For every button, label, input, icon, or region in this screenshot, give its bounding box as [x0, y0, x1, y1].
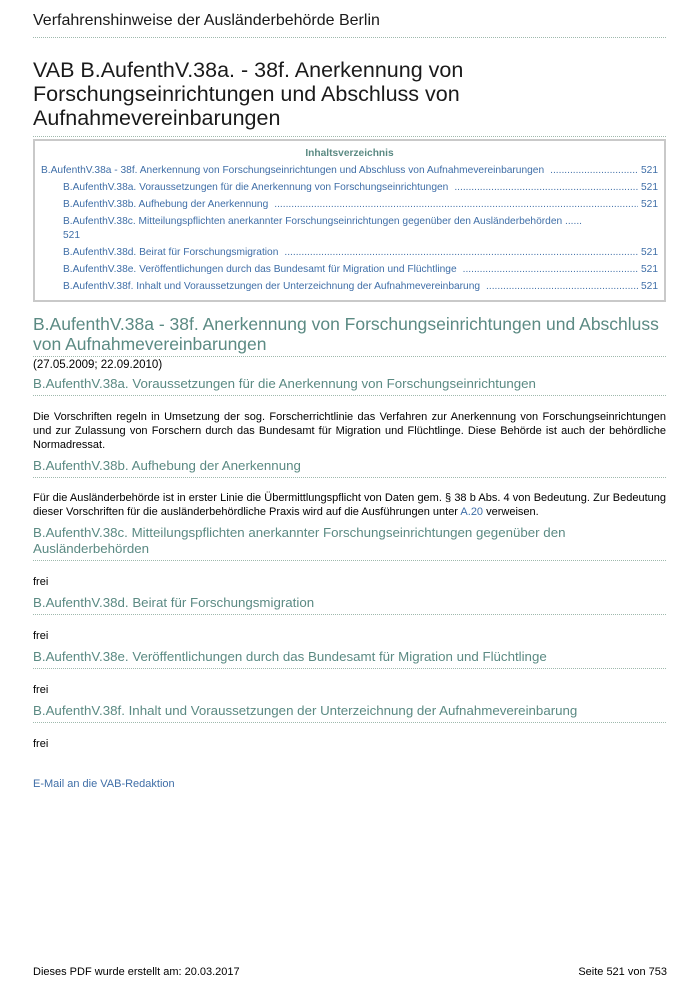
toc-entry-text[interactable]: B.AufenthV.38c. Mitteilungspflichten anerkannter Forschungseinrichtungen gegenüber den Ausländerbehörden [63, 216, 563, 227]
toc-entry-page[interactable]: 521 [641, 247, 658, 258]
section-text-38e: frei [33, 684, 49, 696]
toc-entry[interactable] [41, 263, 658, 277]
section-text-38c: frei [33, 576, 49, 588]
email-editorial-link[interactable]: E-Mail an die VAB-Redaktion [33, 778, 175, 790]
section-text-38a: Die Vorschriften regeln in Umsetzung der sog. Forscherrichtlinie das Verfahren zur Anerkennung von Forschungseinrichtungen und zur Zulassung von Forschern durch das Bundesamt für Migration und Flüchtlinge. Diese Behörde ist auch der behördliche Normadressat. [33, 411, 666, 451]
toc-leader [486, 280, 638, 294]
document-title: VAB B.AufenthV.38a. - 38f. Anerkennung von Forschungseinrichtungen und Abschluss von Aufnahmevereinbarungen [33, 58, 666, 137]
toc-entry-page[interactable]: 521 [641, 264, 658, 275]
toc-leader: ...... [565, 216, 582, 227]
toc-entry-text[interactable]: B.AufenthV.38b. Aufhebung der Anerkennung [63, 199, 269, 210]
toc-entry-page[interactable]: 521 [641, 199, 658, 210]
toc-entry-page[interactable]: 521 [641, 182, 658, 193]
table-of-contents [33, 139, 666, 302]
section-heading-38f: B.AufenthV.38f. Inhalt und Voraussetzungen der Unterzeichnung der Aufnahmevereinbarung [33, 703, 666, 723]
toc-entry-text[interactable]: B.AufenthV.38e. Veröffentlichungen durch das Bundesamt für Migration und Flüchtlinge [63, 264, 457, 275]
toc-leader [463, 263, 638, 277]
toc-entry[interactable] [41, 246, 658, 260]
toc-entry-page[interactable]: 521 [63, 230, 80, 241]
section-heading-38b: B.AufenthV.38b. Aufhebung der Anerkennung [33, 458, 666, 478]
toc-entry-text[interactable]: B.AufenthV.38a. Voraussetzungen für die Anerkennung von Forschungseinrichtungen [63, 182, 449, 193]
toc-entry-text[interactable]: B.AufenthV.38f. Inhalt und Voraussetzungen der Unterzeichnung der Aufnahmevereinbarung [63, 281, 481, 292]
section-text-38f: frei [33, 738, 49, 750]
toc-entry-page[interactable]: 521 [641, 165, 658, 176]
document-page [33, 0, 666, 791]
running-header: Verfahrenshinweise der Ausländerbehörde Berlin [33, 12, 666, 38]
toc-entry[interactable] [41, 280, 658, 294]
toc-leader [550, 164, 638, 178]
section-text-38d: frei [33, 630, 49, 642]
toc-leader [274, 198, 638, 212]
section-heading-38d: B.AufenthV.38d. Beirat für Forschungsmigration [33, 595, 666, 615]
toc-leader [454, 181, 638, 195]
section-heading-38a: B.AufenthV.38a. Voraussetzungen für die Anerkennung von Forschungseinrichtungen [33, 376, 666, 396]
toc-entry-page[interactable]: 521 [641, 281, 658, 292]
toc-entry[interactable] [41, 198, 658, 212]
toc-leader [284, 246, 638, 260]
toc-entry-text[interactable]: B.AufenthV.38a - 38f. Anerkennung von Forschungseinrichtungen und Abschluss von Aufnahmevereinbarungen [41, 165, 545, 176]
section-heading-38e: B.AufenthV.38e. Veröffentlichungen durch das Bundesamt für Migration und Flüchtlinge [33, 649, 666, 669]
reference-link-a20[interactable]: A.20 [460, 506, 484, 518]
section-text-38b [33, 491, 666, 519]
toc-entry[interactable] [41, 181, 658, 195]
revision-date: (27.05.2009; 22.09.2010) [33, 359, 163, 371]
toc-entry[interactable] [41, 164, 658, 178]
toc-title: Inhaltsverzeichnis [305, 148, 394, 159]
page-footer [33, 966, 667, 978]
toc-entry[interactable] [41, 215, 658, 243]
footer-page-number: Seite 521 von 753 [578, 966, 667, 978]
section-text-38b-part1: Für die Ausländerbehörde ist in erster Linie die Übermittlungspflicht von Daten gem. § 38 b Abs. 4 von Bedeutung. Zur Bedeutung dieser Vorschriften für die ausländerbehördliche Praxis wird auf die Ausführungen unter [33, 492, 666, 518]
section-heading-38c: B.AufenthV.38c. Mitteilungspflichten anerkannter Forschungseinrichtungen gegenüber den Ausländerbehörden [33, 525, 666, 561]
section-text-38b-part2: verweisen. [483, 506, 539, 518]
footer-created-date: Dieses PDF wurde erstellt am: 20.03.2017 [33, 966, 240, 978]
main-heading: B.AufenthV.38a - 38f. Anerkennung von Forschungseinrichtungen und Abschluss von Aufnahmevereinbarungen [33, 314, 666, 357]
toc-entry-text[interactable]: B.AufenthV.38d. Beirat für Forschungsmigration [63, 247, 279, 258]
